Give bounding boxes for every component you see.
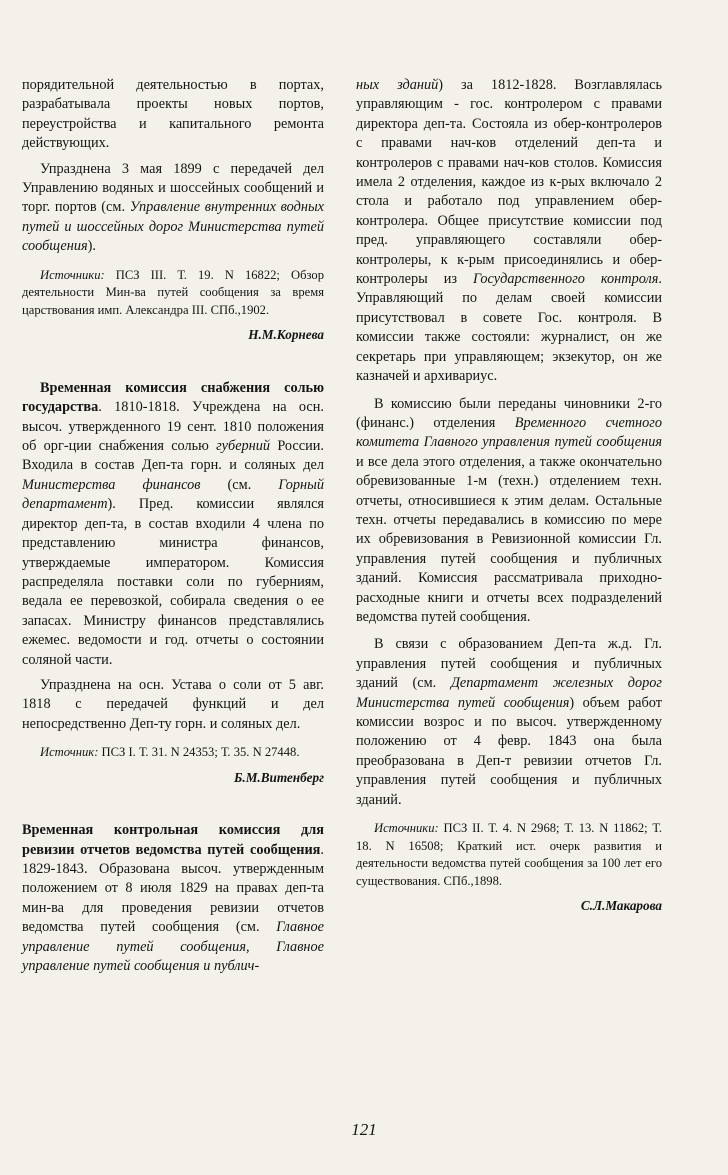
sources-note xyxy=(22,744,324,762)
cross-reference: Управление внутренних водных путей и шоссейных дорог Министерства путей сообщения xyxy=(22,199,324,255)
entry-paragraph xyxy=(22,821,324,976)
entry-paragraph xyxy=(22,379,324,670)
cross-reference: Временного счетного комитета Главного управления путей сообщения xyxy=(356,414,662,451)
sources-label: Источники: xyxy=(40,267,105,282)
cross-reference: ных зданий xyxy=(356,77,439,93)
sources-note xyxy=(356,820,662,890)
text-run: . 1829-1843. Образована высоч. утвержденным положением от 8 июля 1829 на правах деп-та мин-ва для проведения ревизии отчетов ведомства путей сообщения (см. xyxy=(22,841,324,936)
right-column xyxy=(356,76,662,916)
text-run: В комиссию были переданы чиновники 2-го (финанс.) отделения xyxy=(356,395,662,431)
sources-text: ПСЗ III. Т. 19. N 16822; Обзор деятельности Мин-ва путей сообщения за время царствования имп. Александра III. СПб.,1902. xyxy=(22,267,324,317)
entry-heading: Временная контрольная комиссия для ревизии отчетов ведомства путей сообщения xyxy=(22,822,324,858)
cross-reference: Горный департамент xyxy=(22,476,324,513)
sources-label: Источники: xyxy=(374,821,439,836)
cross-reference: Департамент железных дорог Министерства путей сообщения xyxy=(356,675,662,711)
text-run: В связи с образованием Деп-та ж.д. Гл. управления путей сообщения и публичных зданий (см. xyxy=(356,636,662,692)
author-signature: С.Л.Макарова xyxy=(580,898,662,914)
sources-text: ПСЗ I. Т. 31. N 24353; Т. 35. N 27448. xyxy=(98,745,300,760)
cross-reference: Министерства финансов xyxy=(22,476,201,493)
cross-reference: Главное управление путей сообщения, Главное управление путей сообщения и публич- xyxy=(22,919,324,974)
author-signature: Н.М.Корнева xyxy=(248,327,324,343)
left-column xyxy=(22,76,324,976)
sources-text: ПСЗ II. Т. 4. N 2968; Т. 13. N 11862; Т. 18. N 16508; Краткий ист. очерк развития и деятельности ведомства путей сообщения за 100 лет его существования. СПб.,1898. xyxy=(356,821,662,888)
paragraph: Упразднена на осн. Устава о соли от 5 авг. 1818 с передачей функций и дел непосредственно Деп-ту горн. и соляных дел. xyxy=(22,676,324,732)
text-run: Упразднена 3 мая 1899 с передачей дел Управлению водяных и шоссейных сообщений и торг. портов (см. xyxy=(22,160,324,216)
text-run: России. Входила в состав Деп-та горн. и соляных дел xyxy=(22,438,324,474)
sources-label: Источник: xyxy=(40,745,99,760)
paragraph xyxy=(356,635,662,810)
entry-heading: Временная комиссия снабжения солью государства xyxy=(22,379,324,416)
author-signature: Б.М.Витенберг xyxy=(234,769,324,785)
text-run: . Управляющий по делам своей комиссии присутствовал в совете Гос. контроля. В комиссии также состояли: журналист, он же секретарь при управляющем; экзекутор, он же казначей и архивариус. xyxy=(356,271,662,385)
paragraph xyxy=(22,160,324,257)
sources-note xyxy=(22,267,324,320)
paragraph: порядительной деятельностью в портах, разрабатывала проекты новых портов, переустройства и капитального ремонта действующих. xyxy=(22,77,324,152)
text-run: ) за 1812-1828. Возглавлялась управляющим - гос. контролером с правами директора деп-та. Состояла из обер-контролеров с правами нач-ков отделений деп-та и контролеров с правами нач-ков столов. Комиссия имела 2 отделения, каждое из к-рых включало 2 стола и работало под управлением обер-контролера. Общее присутствие комиссии под пред. управляющего составляли обер-контролеры, к к-рым присоединялись и обер-контролеры из xyxy=(356,77,662,288)
cross-reference: Государственного контроля xyxy=(473,271,659,288)
page-number: 121 xyxy=(351,1120,377,1139)
text-run: (см. xyxy=(200,476,279,493)
text-run: ). Пред. комиссии являлся директор деп-та, в состав входили 4 члена по представлению министра финансов, утверждаемые императором. Комиссия распределяла поставки соли по губерниям, ведала ее перевозкой, собирала сведения о ее запасах. Министру финансов представлялись ежемес. ведомости и год. отчеты о состоянии соляной части. xyxy=(22,496,324,668)
text-run: . 1810-1818. Учреждена на осн. высоч. утвержденного 19 сент. 1810 положения об орг-ции снабжения солью xyxy=(22,399,324,455)
paragraph xyxy=(356,395,662,628)
text-run: ). xyxy=(87,238,97,255)
text-run: ) объем работ комиссии возрос и по высоч. утвержденному положению от 4 февр. 1843 она была преобразована в Деп-т ревизии отчетов Гл. управления путей сообщения и публичных зданий. xyxy=(356,694,662,808)
cross-reference: губерний xyxy=(216,438,271,455)
paragraph xyxy=(356,76,662,387)
text-run: и все дела этого отделения, а также окончательно обревизованные 1-м (техн.) отделением техн. отчеты, относившиеся к этим делам. Остальные техн. отчеты передавались в комиссию по мере их обревизования в Ревизионной комиссии Гл. управления путей сообщения и публичных зданий. Комиссия рассматривала приходно-расходные книги и отчеты всех подразделений ведомства путей сообщения. xyxy=(356,453,662,625)
